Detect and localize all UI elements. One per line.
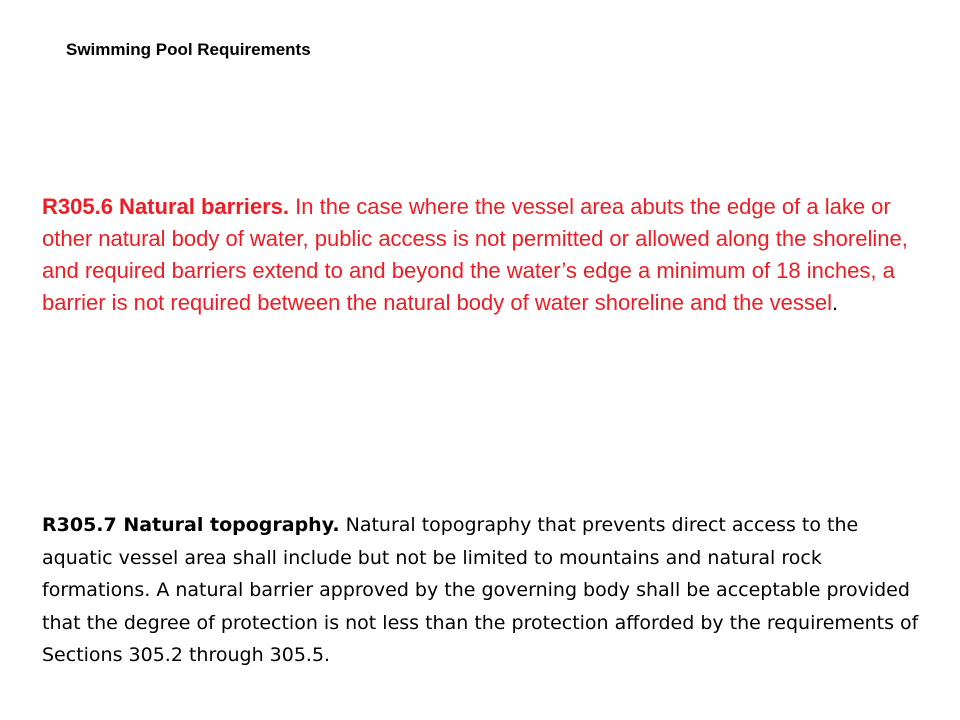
section-r305-6-natural-barriers [42,191,912,319]
section-heading-natural-topography: R305.7 Natural topography. [42,514,340,536]
section-heading-natural-barriers: R305.6 Natural barriers. [42,194,290,219]
section-body-natural-topography: Natural topography that prevents direct access to the aquatic vessel area shall include but not be limited to mountains and natural rock formations. A natural barrier approved by the governing body shall be acceptable provided that the degree of protection is not less than the protection afforded by the requirements of Sections 305.2 through 305.5. [42,514,919,666]
section-r305-7-natural-topography [42,509,922,672]
section-end-punctuation: . [832,290,839,315]
slide-title: Swimming Pool Requirements [66,40,311,59]
section-body-natural-barriers: In the case where the vessel area abuts the edge of a lake or other natural body of water, public access is not permitted or allowed along the shoreline, and required barriers extend to and beyond the water’s edge a minimum of 18 inches, a barrier is not required between the natural body of water shoreline and the vessel [42,194,908,315]
